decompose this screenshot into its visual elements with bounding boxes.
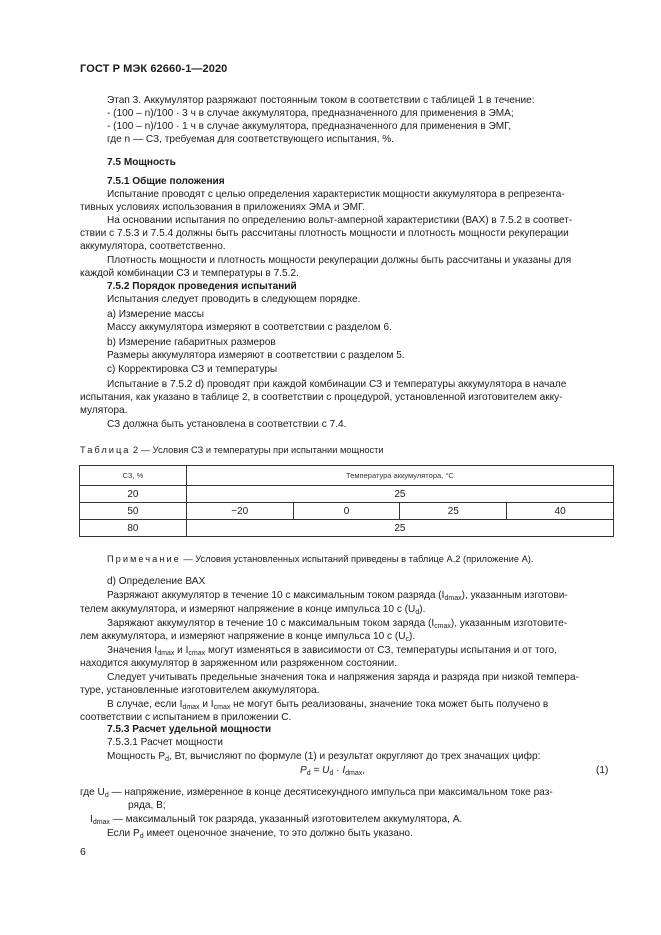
- list-item: c) Корректировка СЗ и температуры: [107, 364, 278, 375]
- paragraph-line: СЗ должна быть установлена в соответствии с 7.4.: [107, 419, 347, 430]
- table-caption: Таблица 2 — Условия СЗ и температуры при испытании мощности: [80, 445, 384, 455]
- paragraph-line: Заряжают аккумулятор в течение 10 с максимальным током заряда $(I_{cmax})$, указанным изготовите-: [107, 618, 568, 630]
- paragraph-line: каждой комбинации СЗ и температуры в 7.5.2.: [80, 268, 299, 279]
- list-item: - (100 – n)/100 · 1 ч в случае аккумулятора, предназначенного для применения в ЭМГ,: [107, 121, 512, 132]
- subsection-heading: 7.5.2 Порядок проведения испытаний: [107, 281, 297, 292]
- table-header-row: [80, 466, 614, 486]
- table-cell: 25: [186, 520, 613, 537]
- formula-number: (1): [596, 765, 609, 776]
- paragraph-line: где $U_d$ — напряжение, измеренное в конце десятисекундного импульса при максимальном токе раз-: [80, 787, 553, 799]
- paragraph-line: Значения $I_{dmax}$ и $I_{cmax}$ могут изменяться в зависимости от СЗ, температуры испытания и от того,: [107, 645, 557, 657]
- table-cell: 80: [80, 520, 187, 537]
- paragraph-line: На основании испытания по определению вольт-амперной характеристики (ВАХ) в 7.5.2 в соответ-: [107, 215, 573, 226]
- paragraph-line: Размеры аккумулятора измеряют в соответствии с разделом 5.: [107, 350, 405, 361]
- table-cell: 40: [507, 503, 614, 520]
- list-item: - (100 – n)/100 · 3 ч в случае аккумулятора, предназначенного для применения в ЭМА;: [107, 108, 514, 119]
- paragraph-line: Испытание проводят с целью определения характеристик мощности аккумулятора в репрезента-: [107, 189, 565, 200]
- paragraph-line: Если $P_d$ имеет оценочное значение, то это должно быть указано.: [107, 828, 413, 840]
- table-cell: 0: [293, 503, 400, 520]
- paragraph-line: ствии с 7.5.3 и 7.5.4 должны быть рассчитаны плотность мощности и плотность мощности рекуперации: [80, 228, 569, 239]
- paragraph-line: Испытание в 7.5.2 d) проводят при каждой комбинации СЗ и температуры аккумулятора в начале: [107, 379, 567, 390]
- paragraph-line: мулятора.: [80, 405, 128, 416]
- table-header-cell: СЗ, %: [80, 466, 187, 486]
- table-row: [80, 503, 614, 520]
- paragraph-line: Следует учитывать предельные значения тока и напряжения заряда и разряда при низкой темпера-: [107, 672, 579, 683]
- table-note: Примечание — Условия установленных испытаний приведены в таблице А.2 (приложение А).: [107, 554, 534, 564]
- paragraph-line: аккумулятора, соответственно.: [80, 241, 226, 252]
- table-cell: 50: [80, 503, 187, 520]
- paragraph-line: находится аккумулятор в заряженном или разряженном состоянии.: [80, 658, 397, 669]
- subsection-heading: 7.5.3.1 Расчет мощности: [107, 737, 223, 748]
- paragraph-line: где n — СЗ, требуемая для соответствующего испытания, %.: [107, 134, 394, 145]
- table-cell: 20: [80, 486, 187, 503]
- table-2: [79, 465, 614, 537]
- list-item: b) Измерение габаритных размеров: [107, 337, 276, 348]
- formula-1: $P_d = U_d \cdot I_{dmax}$,: [300, 765, 366, 777]
- paragraph-line: ряда, В;: [128, 800, 166, 811]
- paragraph-line: Разряжают аккумулятор в течение 10 с максимальным током разряда $(I_{dmax})$, указанным изготови-: [107, 590, 568, 602]
- paragraph-line: В случае, если $I_{dmax}$ и $I_{cmax}$ не могут быть реализованы, значение тока может быть получено в: [107, 699, 549, 711]
- paragraph-line: тивных условиях использования в приложениях ЭМА и ЭМГ.: [80, 202, 366, 213]
- paragraph-line: испытания, как указано в таблице 2, в соответствии с процедурой, установленной изготовителем акку-: [80, 392, 563, 403]
- table-cell: −20: [186, 503, 293, 520]
- table-header-cell: Температура аккумулятора, °С: [186, 466, 613, 486]
- paragraph-line: Этап 3. Аккумулятор разряжают постоянным током в соответствии с таблицей 1 в течение:: [107, 95, 535, 106]
- table-cell: 25: [186, 486, 613, 503]
- section-heading: 7.5 Мощность: [107, 157, 176, 168]
- paragraph-line: $I_{dmax}$ — максимальный ток разряда, указанный изготовителем аккумулятора, А.: [90, 814, 463, 826]
- table-cell: 25: [400, 503, 507, 520]
- paragraph-line: лем аккумулятора, и измеряют напряжение в конце импульса 10 с $(U_c)$.: [80, 631, 416, 643]
- paragraph-line: телем аккумулятора, и измеряют напряжение в конце импульса 10 с $(U_d)$.: [80, 604, 426, 616]
- list-item: d) Определение ВАХ: [107, 576, 206, 587]
- paragraph-line: Плотность мощности и плотность мощности рекуперации должны быть рассчитаны и указаны для: [107, 255, 572, 266]
- subsection-heading: 7.5.1 Общие положения: [107, 176, 225, 187]
- paragraph-line: туре, установленные изготовителем аккумулятора.: [80, 685, 320, 696]
- paragraph-line: Испытания следует проводить в следующем порядке.: [107, 294, 361, 305]
- list-item: a) Измерение массы: [107, 309, 204, 320]
- paragraph-line: Массу аккумулятора измеряют в соответствии с разделом 6.: [107, 322, 392, 333]
- table-row: [80, 520, 614, 537]
- subsection-heading: 7.5.3 Расчет удельной мощности: [107, 724, 272, 735]
- paragraph-line: Мощность $P_d$, Вт, вычисляют по формуле (1) и результат округляют до трех значащих цифр:: [107, 751, 541, 763]
- page-header: ГОСТ Р МЭК 62660-1—2020: [80, 63, 228, 75]
- page-number: 6: [80, 846, 86, 858]
- paragraph-line: соответствии с испытанием в приложении С.: [80, 712, 292, 723]
- table-row: [80, 486, 614, 503]
